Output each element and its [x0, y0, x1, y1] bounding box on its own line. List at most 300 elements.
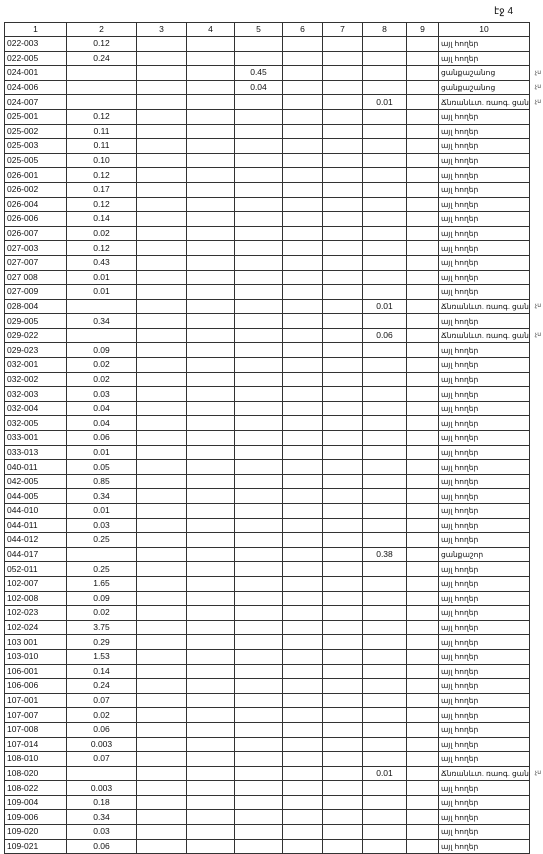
- cell-c2: 0.03: [67, 825, 137, 840]
- table-row: [5, 810, 530, 825]
- cell-c8: [363, 109, 407, 124]
- cell-c4: [187, 372, 235, 387]
- cell-c5: 0.04: [235, 80, 283, 95]
- cell-c7: [323, 37, 363, 52]
- cell-c6: [283, 576, 323, 591]
- cell-c10: այլ հողեր: [439, 518, 530, 533]
- cell-c7: [323, 795, 363, 810]
- cell-c6: [283, 358, 323, 373]
- cell-c10: այլ հողեր: [439, 255, 530, 270]
- cell-c4: [187, 51, 235, 66]
- cell-c1: 044-011: [5, 518, 67, 533]
- cell-c8: [363, 168, 407, 183]
- cell-c7: [323, 343, 363, 358]
- cell-c8: [363, 825, 407, 840]
- cell-c3: [137, 533, 187, 548]
- cell-c4: [187, 95, 235, 110]
- column-header-8: 8: [363, 23, 407, 37]
- cell-c2: 0.34: [67, 489, 137, 504]
- cell-c2: 0.02: [67, 226, 137, 241]
- cell-c10: այլ հողեր: [439, 109, 530, 124]
- cell-c1: 025-001: [5, 109, 67, 124]
- table-row: [5, 474, 530, 489]
- cell-c8: [363, 51, 407, 66]
- column-header-10: 10: [439, 23, 530, 37]
- table-row: [5, 37, 530, 52]
- cell-c4: [187, 182, 235, 197]
- cell-c8: [363, 460, 407, 475]
- cell-c5: [235, 576, 283, 591]
- table-row: [5, 620, 530, 635]
- cell-c8: [363, 153, 407, 168]
- cell-c10: այլ հողեր: [439, 679, 530, 694]
- cell-c10: այլ հողեր: [439, 722, 530, 737]
- cell-c10: այլ հողեր: [439, 562, 530, 577]
- cell-c8: [363, 576, 407, 591]
- cell-c6: [283, 693, 323, 708]
- cell-c5: [235, 562, 283, 577]
- cell-c9: [407, 693, 439, 708]
- cell-c7: [323, 825, 363, 840]
- cell-c6: [283, 80, 323, 95]
- cell-c2: 0.24: [67, 51, 137, 66]
- cell-c3: [137, 255, 187, 270]
- cell-c1: 044-017: [5, 547, 67, 562]
- cell-c2: [67, 299, 137, 314]
- cell-c2: 0.34: [67, 314, 137, 329]
- cell-c2: 0.01: [67, 445, 137, 460]
- cell-c9: [407, 401, 439, 416]
- cell-c7: [323, 460, 363, 475]
- cell-c2: 0.85: [67, 474, 137, 489]
- cell-c5: [235, 212, 283, 227]
- cell-c2: 0.07: [67, 693, 137, 708]
- cell-c4: [187, 825, 235, 840]
- cell-c9: [407, 212, 439, 227]
- cell-c6: [283, 95, 323, 110]
- cell-c10: այլ հողեր: [439, 285, 530, 300]
- cell-c1: 107-008: [5, 722, 67, 737]
- cell-c5: [235, 182, 283, 197]
- table-row: [5, 328, 530, 343]
- cell-c6: [283, 722, 323, 737]
- cell-c8: [363, 226, 407, 241]
- cell-c8: [363, 343, 407, 358]
- cell-c2: 0.43: [67, 255, 137, 270]
- cell-c1: 024-007: [5, 95, 67, 110]
- cell-c1: 027-007: [5, 255, 67, 270]
- cell-c5: [235, 693, 283, 708]
- cell-c8: [363, 182, 407, 197]
- cell-c4: [187, 314, 235, 329]
- cell-c8: 0.01: [363, 766, 407, 781]
- table-row: [5, 737, 530, 752]
- cell-c4: [187, 679, 235, 694]
- cell-c9: [407, 139, 439, 154]
- cell-c8: [363, 562, 407, 577]
- cell-c2: 0.11: [67, 124, 137, 139]
- column-header-3: 3: [137, 23, 187, 37]
- cell-c10: այլ հողեր: [439, 197, 530, 212]
- cell-c4: [187, 664, 235, 679]
- cell-c4: [187, 635, 235, 650]
- cell-c5: [235, 664, 283, 679]
- cell-c6: [283, 591, 323, 606]
- cell-c5: [235, 474, 283, 489]
- cell-c9: [407, 620, 439, 635]
- cell-c10: այլ հողեր: [439, 431, 530, 446]
- cell-c9: [407, 343, 439, 358]
- cell-c1: 107-014: [5, 737, 67, 752]
- cell-c6: [283, 226, 323, 241]
- table-row: [5, 664, 530, 679]
- cell-c3: [137, 431, 187, 446]
- cell-c2: 0.12: [67, 168, 137, 183]
- cell-c2: 0.10: [67, 153, 137, 168]
- cell-c4: [187, 518, 235, 533]
- header-row: [5, 23, 530, 37]
- cell-c7: [323, 372, 363, 387]
- cell-c10: ցանքաշոր: [439, 547, 530, 562]
- cell-c6: [283, 825, 323, 840]
- cell-c6: [283, 460, 323, 475]
- cell-c9: [407, 810, 439, 825]
- cell-c6: [283, 372, 323, 387]
- cell-c10: այլ հողեր: [439, 737, 530, 752]
- column-header-9: 9: [407, 23, 439, 37]
- cell-c7: [323, 693, 363, 708]
- table-row: [5, 80, 530, 95]
- cell-c3: [137, 591, 187, 606]
- cell-c5: [235, 416, 283, 431]
- cell-c10: այլ հողեր: [439, 241, 530, 256]
- cell-c1: 108-022: [5, 781, 67, 796]
- table-row: [5, 372, 530, 387]
- cell-c6: [283, 489, 323, 504]
- cell-c7: [323, 635, 363, 650]
- cell-c3: [137, 635, 187, 650]
- cell-c1: 044-012: [5, 533, 67, 548]
- cell-c9: [407, 795, 439, 810]
- cell-c3: [137, 649, 187, 664]
- cell-c6: [283, 343, 323, 358]
- cell-c5: [235, 241, 283, 256]
- cell-c4: [187, 124, 235, 139]
- cell-c4: [187, 708, 235, 723]
- cell-c8: [363, 474, 407, 489]
- cell-c9: [407, 124, 439, 139]
- cell-c9: [407, 372, 439, 387]
- cell-c8: [363, 533, 407, 548]
- cell-c2: 0.34: [67, 810, 137, 825]
- cell-c1: 108-020: [5, 766, 67, 781]
- cell-c6: [283, 241, 323, 256]
- table-row: [5, 343, 530, 358]
- cell-c9: [407, 445, 439, 460]
- cell-c10: այլ հողեր: [439, 474, 530, 489]
- cell-c1: 026-001: [5, 168, 67, 183]
- cell-c7: [323, 839, 363, 854]
- cell-c8: [363, 518, 407, 533]
- cell-c9: [407, 460, 439, 475]
- cell-c10: Ճնռանևտ. ռաոգ. ցան: [439, 328, 530, 343]
- cell-c8: [363, 693, 407, 708]
- cell-c10: այլ հողեր: [439, 664, 530, 679]
- cell-c3: [137, 679, 187, 694]
- cell-c7: [323, 708, 363, 723]
- cell-c2: [67, 766, 137, 781]
- table-row: [5, 358, 530, 373]
- table-row: [5, 387, 530, 402]
- land-parcel-table: [4, 22, 530, 854]
- cell-c8: [363, 124, 407, 139]
- cell-c5: [235, 752, 283, 767]
- cell-c1: 109-004: [5, 795, 67, 810]
- cell-c6: [283, 708, 323, 723]
- cell-c5: [235, 401, 283, 416]
- cell-c10: այլ հողեր: [439, 810, 530, 825]
- cell-c5: [235, 635, 283, 650]
- column-header-6: 6: [283, 23, 323, 37]
- cell-c2: 0.05: [67, 460, 137, 475]
- cell-c2: [67, 547, 137, 562]
- cell-c9: [407, 649, 439, 664]
- cell-c10: այլ հողեր: [439, 489, 530, 504]
- cell-c3: [137, 562, 187, 577]
- cell-c5: [235, 387, 283, 402]
- cell-c5: [235, 460, 283, 475]
- cell-c7: [323, 255, 363, 270]
- cell-c10: այլ հողեր: [439, 358, 530, 373]
- cell-c8: [363, 708, 407, 723]
- cell-c10: ցանքաշանոց: [439, 66, 530, 81]
- cell-c9: [407, 182, 439, 197]
- cell-c3: [137, 124, 187, 139]
- table-row: [5, 547, 530, 562]
- cell-c8: [363, 795, 407, 810]
- cell-c8: [363, 358, 407, 373]
- cell-c10: այլ հողեր: [439, 606, 530, 621]
- cell-c6: [283, 255, 323, 270]
- table-row: [5, 241, 530, 256]
- cell-c10: Ճնռանևտ. ռաոգ. ցան: [439, 766, 530, 781]
- cell-c10: այլ հողեր: [439, 270, 530, 285]
- cell-c7: [323, 518, 363, 533]
- cell-c3: [137, 825, 187, 840]
- cell-c4: [187, 255, 235, 270]
- cell-c5: [235, 810, 283, 825]
- cell-c10: այլ հողեր: [439, 825, 530, 840]
- cell-c9: [407, 314, 439, 329]
- cell-c6: [283, 533, 323, 548]
- cell-c1: 103 001: [5, 635, 67, 650]
- cell-c1: 025-005: [5, 153, 67, 168]
- cell-c5: [235, 153, 283, 168]
- cell-c8: 0.38: [363, 547, 407, 562]
- cell-c3: [137, 693, 187, 708]
- cell-c7: [323, 737, 363, 752]
- cell-c10: Ճնռանևտ. ռաոգ. ցան: [439, 299, 530, 314]
- table-row: [5, 51, 530, 66]
- cell-c2: 0.06: [67, 431, 137, 446]
- cell-c1: 032-005: [5, 416, 67, 431]
- cell-c3: [137, 547, 187, 562]
- cell-c5: [235, 51, 283, 66]
- cell-c4: [187, 445, 235, 460]
- cell-c2: 3.75: [67, 620, 137, 635]
- table-row: [5, 66, 530, 81]
- cell-c5: [235, 358, 283, 373]
- cell-c7: [323, 109, 363, 124]
- cell-c5: [235, 533, 283, 548]
- cell-c5: [235, 285, 283, 300]
- cell-c1: 032-001: [5, 358, 67, 373]
- cell-c8: [363, 66, 407, 81]
- cell-c5: [235, 431, 283, 446]
- cell-c7: [323, 124, 363, 139]
- cell-c3: [137, 343, 187, 358]
- cell-c2: 0.11: [67, 139, 137, 154]
- cell-c10: այլ հողեր: [439, 212, 530, 227]
- cell-c8: [363, 445, 407, 460]
- cell-c6: [283, 270, 323, 285]
- cell-c6: [283, 197, 323, 212]
- cell-c5: [235, 314, 283, 329]
- cell-c8: [363, 37, 407, 52]
- table-row: [5, 226, 530, 241]
- cell-c6: [283, 124, 323, 139]
- cell-c5: [235, 766, 283, 781]
- table-row: [5, 606, 530, 621]
- cell-c3: [137, 664, 187, 679]
- cell-c4: [187, 37, 235, 52]
- cell-c4: [187, 576, 235, 591]
- table-row: [5, 255, 530, 270]
- cell-c1: 022-003: [5, 37, 67, 52]
- cell-c2: 0.04: [67, 416, 137, 431]
- cell-c9: [407, 825, 439, 840]
- cell-c6: [283, 635, 323, 650]
- cell-c4: [187, 722, 235, 737]
- cell-c1: 108-010: [5, 752, 67, 767]
- cell-c1: 025-002: [5, 124, 67, 139]
- cell-c3: [137, 781, 187, 796]
- table-row: [5, 153, 530, 168]
- cell-c7: [323, 80, 363, 95]
- cell-c4: [187, 766, 235, 781]
- cell-c7: [323, 547, 363, 562]
- cell-c5: [235, 489, 283, 504]
- cell-c3: [137, 285, 187, 300]
- cell-c2: 0.29: [67, 635, 137, 650]
- cell-c4: [187, 810, 235, 825]
- cell-c9: [407, 547, 439, 562]
- cell-c2: 0.04: [67, 401, 137, 416]
- cell-c5: [235, 445, 283, 460]
- cell-c5: [235, 139, 283, 154]
- cell-c6: [283, 299, 323, 314]
- cell-c1: 044-010: [5, 504, 67, 519]
- cell-c10: այլ հողեր: [439, 649, 530, 664]
- cell-c7: [323, 270, 363, 285]
- cell-c10: այլ հողեր: [439, 139, 530, 154]
- cell-c9: [407, 518, 439, 533]
- cell-c4: [187, 328, 235, 343]
- cell-c6: [283, 810, 323, 825]
- cell-c7: [323, 153, 363, 168]
- cell-c7: [323, 474, 363, 489]
- cell-c8: [363, 781, 407, 796]
- cell-c8: [363, 606, 407, 621]
- cell-c2: 0.06: [67, 839, 137, 854]
- cell-c10: այլ հողեր: [439, 226, 530, 241]
- cell-c5: [235, 795, 283, 810]
- cell-c9: [407, 270, 439, 285]
- cell-c9: [407, 752, 439, 767]
- cell-c3: [137, 416, 187, 431]
- cell-c9: [407, 606, 439, 621]
- cell-c6: [283, 664, 323, 679]
- cell-c4: [187, 401, 235, 416]
- cell-c4: [187, 781, 235, 796]
- cell-c10: այլ հողեր: [439, 533, 530, 548]
- cell-c1: 025-003: [5, 139, 67, 154]
- cell-c1: 109-006: [5, 810, 67, 825]
- cell-c5: [235, 737, 283, 752]
- cell-c1: 052-011: [5, 562, 67, 577]
- cell-c3: [137, 212, 187, 227]
- cell-c7: [323, 241, 363, 256]
- cell-c9: [407, 95, 439, 110]
- cell-c1: 026-002: [5, 182, 67, 197]
- cell-c3: [137, 197, 187, 212]
- cell-c9: [407, 737, 439, 752]
- cell-c9: [407, 109, 439, 124]
- table-row: [5, 445, 530, 460]
- table-row: [5, 562, 530, 577]
- cell-c3: [137, 95, 187, 110]
- cell-c3: [137, 51, 187, 66]
- cell-c3: [137, 372, 187, 387]
- cell-c1: 107-001: [5, 693, 67, 708]
- cell-c9: [407, 504, 439, 519]
- cell-c2: 0.09: [67, 591, 137, 606]
- cell-c5: [235, 37, 283, 52]
- table-row: [5, 693, 530, 708]
- cell-c1: 102-023: [5, 606, 67, 621]
- cell-c10: այլ հողեր: [439, 416, 530, 431]
- side-mark: չս: [534, 84, 541, 91]
- cell-c5: [235, 649, 283, 664]
- cell-c4: [187, 168, 235, 183]
- cell-c7: [323, 226, 363, 241]
- cell-c1: 028-004: [5, 299, 67, 314]
- cell-c6: [283, 37, 323, 52]
- cell-c5: [235, 372, 283, 387]
- cell-c8: [363, 387, 407, 402]
- cell-c4: [187, 504, 235, 519]
- cell-c6: [283, 445, 323, 460]
- cell-c8: [363, 314, 407, 329]
- cell-c10: այլ հողեր: [439, 51, 530, 66]
- cell-c5: [235, 299, 283, 314]
- cell-c7: [323, 358, 363, 373]
- cell-c1: 106-006: [5, 679, 67, 694]
- cell-c1: 029-022: [5, 328, 67, 343]
- cell-c3: [137, 518, 187, 533]
- cell-c5: [235, 124, 283, 139]
- cell-c5: [235, 722, 283, 737]
